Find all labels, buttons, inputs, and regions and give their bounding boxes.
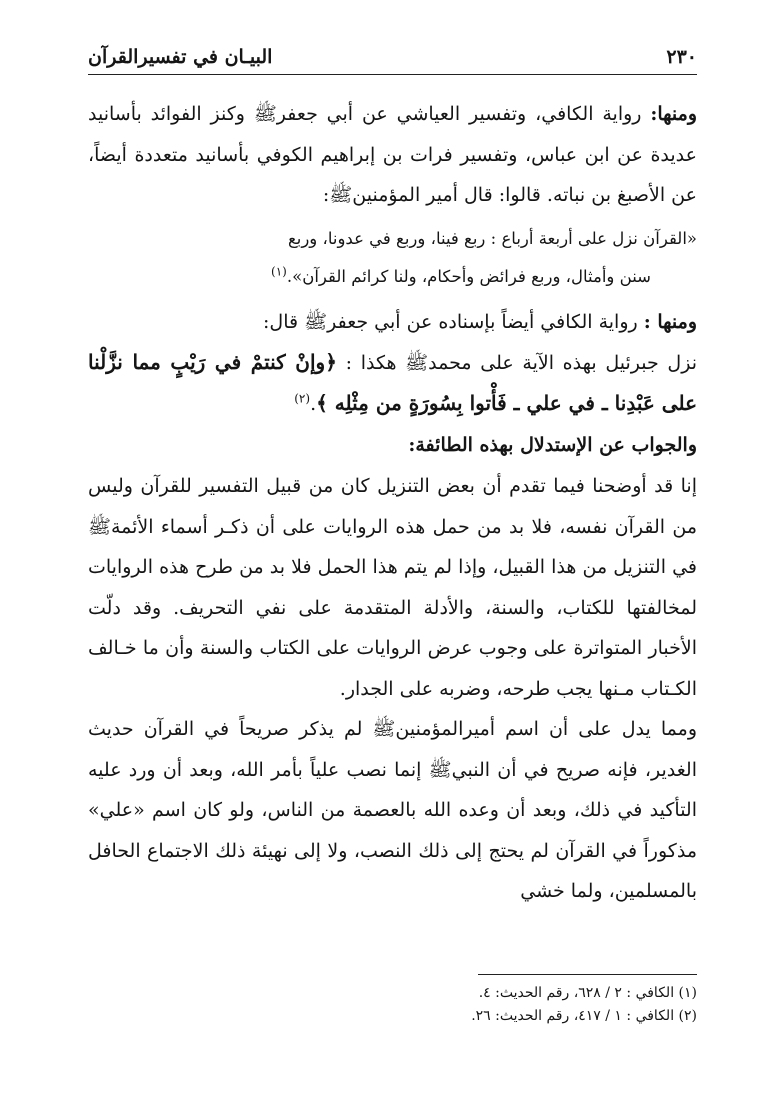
paragraph-2-lead: ومنها : [643, 310, 697, 333]
running-title: البيـان في تفسيرالقرآن [88, 46, 273, 68]
footnote-1: (١) الكافي : ٢ / ٦٢٨، رقم الحديث: ٤. [478, 985, 697, 1001]
main-text [88, 94, 697, 912]
footnote-2: (٢) الكافي : ١ / ٤١٧، رقم الحديث: ٢٦. [471, 1008, 697, 1024]
paragraph-1 [88, 94, 697, 216]
paragraph-2-text: رواية الكافي أيضاً بإسناده عن أبي جعفرﷺ قال: [263, 310, 644, 333]
quranic-verse: ﴿وإنْ كنتمْ في رَيْبٍ مما نزَّلْنا على عَبْدِنا ـ في علي ـ فَأْتوا بِسُورَةٍ من مِثْلِه ﴾ [88, 350, 697, 415]
footnote-ref-1: (١) [271, 264, 287, 278]
quote-line-1: «القرآن نزل على أربعة أرباع : ربع فينا، وربع في عدونا، وربع [287, 228, 697, 248]
paragraph-1-lead: ومنها: [650, 103, 697, 125]
paragraph-2 [88, 302, 697, 343]
paragraph-4: إنا قد أوضحنا فيما تقدم أن بعض التنزيل كان من قبيل التفسير للقرآن وليس من القرآن نفسه، فلا بد من حمل هذه الروايات على أن ذكـر أسماء الأئمةﷺ في التنزيل من هذا القبيل، وإذا لم يتم هذا الحمل فلا بد من طرح هذه الروايات لمخالفتها للكتاب، والسنة، والأدلة المتقدمة على نفي التحريف. وقد دلّت الأخبار المتواترة على وجوب عرض الروايات على الكتاب والسنة وأن ما خـالف الكـتاب مـنها يجب طرحه، وضربه على الجدار. [88, 475, 697, 700]
hadith-quote [88, 220, 697, 296]
page-number: ٢٣٠ [666, 46, 697, 68]
running-header [88, 40, 697, 75]
paragraph-3-text: نزل جبرئيل بهذه الآية على محمدﷺ هكذا : [336, 352, 697, 374]
section-heading: والجواب عن الإستدلال بهذه الطائفة: [408, 434, 697, 456]
quote-line-2: سنن وأمثال، وربع فرائض وأحكام، ولنا كرائم القرآن». [286, 266, 651, 286]
paragraph-5: ومما يدل على أن اسم أميرالمؤمنينﷺ لم يذكر صريحاً في القرآن حديث الغدير، فإنه صريح في أن النبيﷺ إنما نصب علياً بأمر الله، وبعد أن ورد عليه التأكيد في ذلك، وبعد أن وعده الله بالعصمة من الناس، ولو كان اسم «علي» مذكوراً في القرآن لم يحتج إلى ذلك النصب، ولا إلى نهيئة ذلك الاجتماع الحافل بالمسلمين، ولما خشي [88, 718, 697, 902]
paragraph-3 [88, 342, 697, 424]
paragraph-1-text: رواية الكافي، وتفسير العياشي عن أبي جعفرﷺ وكنز الفوائد بأسانيد عديدة عن ابن عباس، وتفسير فرات بن إبراهيم الكوفي بأسانيد متعددة أيضاً، عن الأصبغ بن نباته. قالوا: قال أمير المؤمنينﷺ: [88, 103, 697, 206]
footnote-divider [478, 974, 697, 975]
footnote-ref-2: (٢) [294, 391, 311, 406]
footnotes [88, 982, 697, 1028]
paragraph-3-end: . [310, 393, 317, 415]
